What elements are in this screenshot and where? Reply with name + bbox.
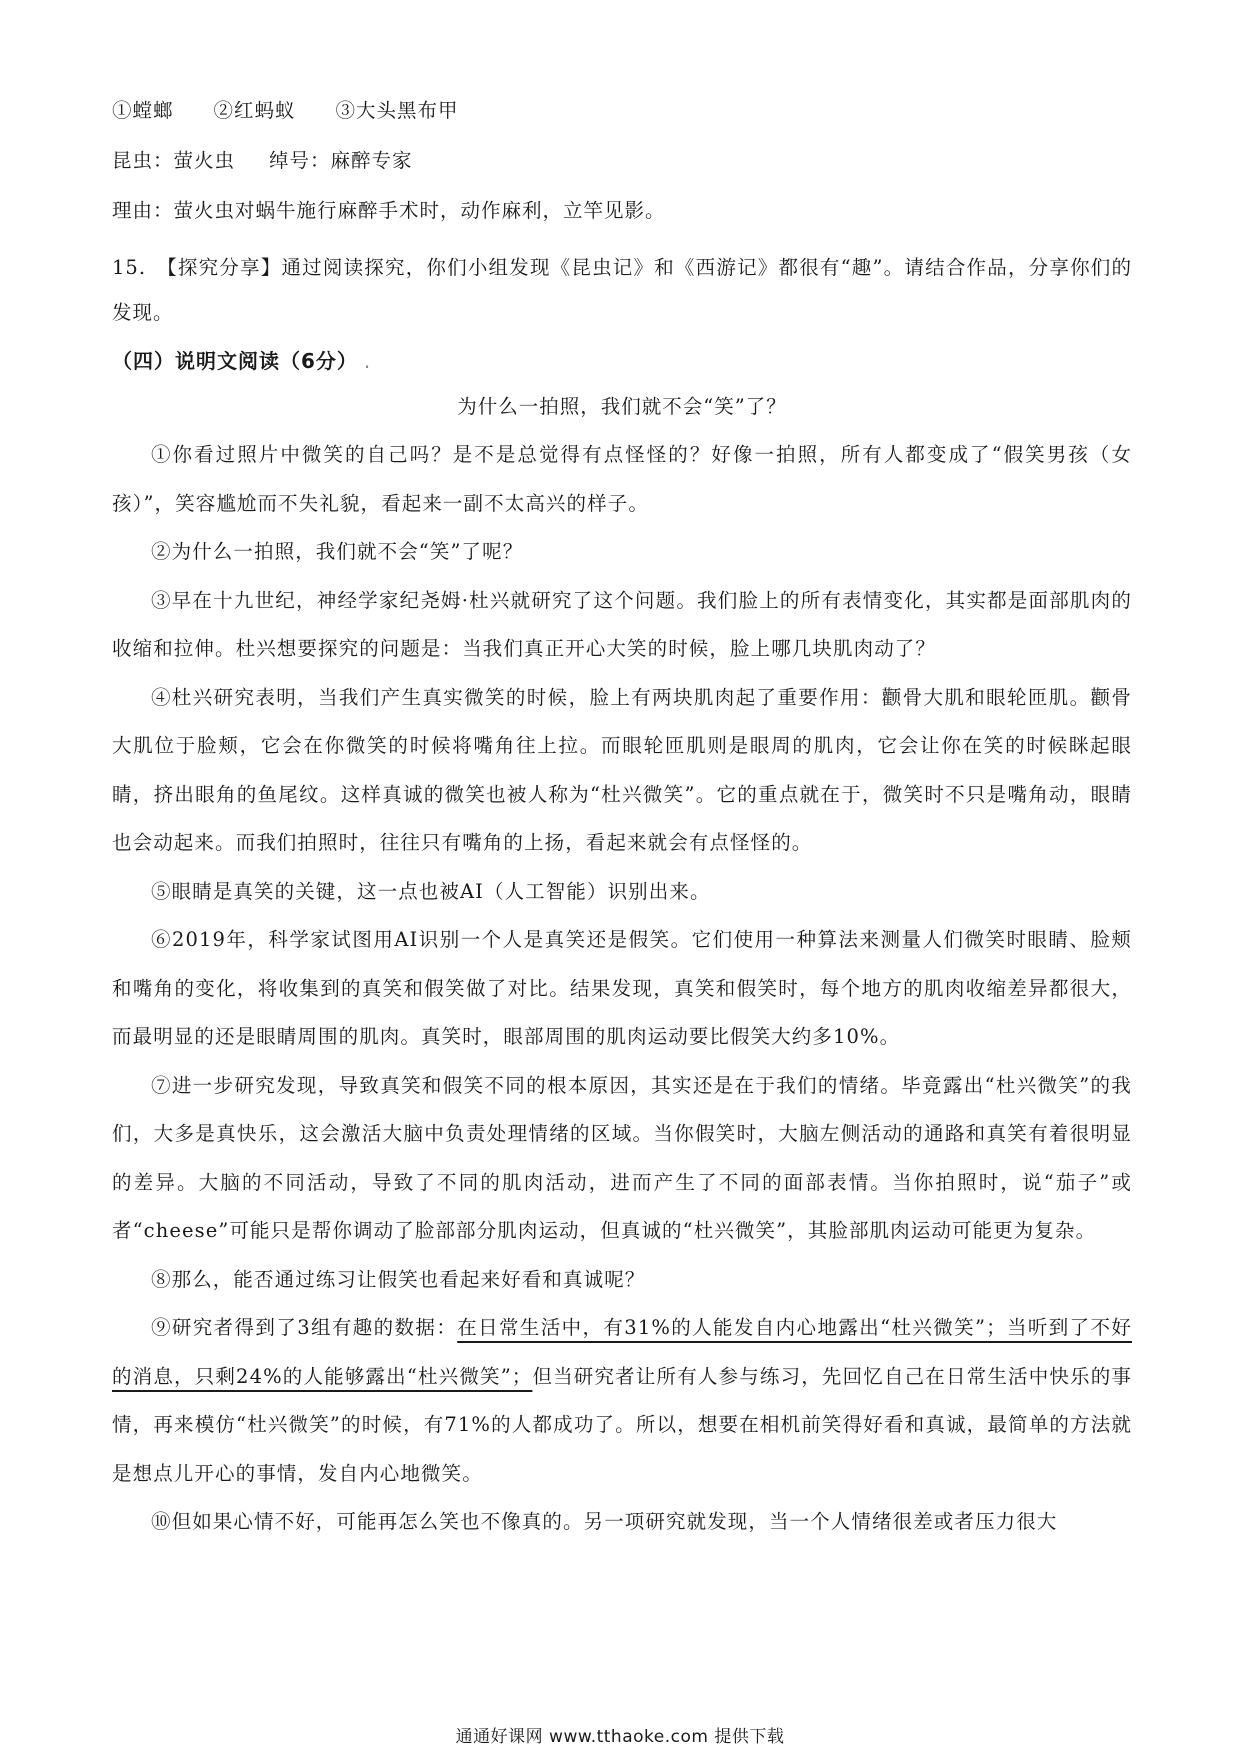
paragraph-9: [112, 1304, 1132, 1498]
paragraph-4: ④杜兴研究表明，当我们产生真实微笑的时候，脸上有两块肌肉起了重要作用：颧骨大肌和眼轮匝肌。颧骨大肌位于脸颊，它会在你微笑的时候将嘴角往上拉。而眼轮匝肌则是眼周的肌肉，它会让你在笑的时候眯起眼睛，挤出眼角的鱼尾纹。这样真诚的微笑也被人称为“杜兴微笑”。它的重点就在于，微笑时不只是嘴角动，眼睛也会动起来。而我们拍照时，往往只有嘴角的上扬，看起来就会有点怪怪的。: [112, 685, 1132, 854]
paragraph-10: ⑩但如果心情不好，可能再怎么笑也不像真的。另一项研究就发现，当一个人情绪很差或者压力很大: [151, 1510, 1058, 1533]
paragraph-5: ⑤眼睛是真笑的关键，这一点也被AI（人工智能）识别出来。: [151, 879, 711, 903]
document-page: [112, 95, 1132, 1547]
paragraph-6: ⑥2019年，科学家试图用AI识别一个人是真笑还是假笑。它们使用一种算法来测量人们微笑时眼睛、脸颊和嘴角的变化，将收集到的真笑和假笑做了对比。结果发现，真笑和假笑时，每个地方的肌肉收缩差异都很大，而最明显的还是眼睛周围的肌肉。真笑时，眼部周围的肌肉运动要比假笑大约多10%。: [112, 928, 1132, 1048]
section-title-text: （四）说明文阅读（6分）: [112, 349, 358, 373]
insect-label: 昆虫：萤火虫: [112, 149, 236, 172]
nickname-label: 绰号：麻醉专家: [269, 149, 413, 172]
paragraph-7: ⑦进一步研究发现，导致真笑和假笑不同的根本原因，其实还是在于我们的情绪。毕竟露出“杜兴微笑”的我们，大多是真快乐，这会激活大脑中负责处理情绪的区域。当你假笑时，大脑左侧活动的通路和真笑有着很明显的差异。大脑的不同活动，导致了不同的肌肉活动，进而产生了不同的面部表情。当你拍照时，说“茄子”或者“cheese”可能只是帮你调动了脸部部分肌肉运动，但真诚的“杜兴微笑”，其脸部肌肉运动可能更为复杂。: [112, 1073, 1132, 1242]
paragraph-1: ①你看过照片中微笑的自己吗？是不是总觉得有点怪怪的？好像一拍照，所有人都变成了“假笑男孩（女孩）”，笑容尴尬而不失礼貌，看起来一副不太高兴的样子。: [112, 443, 1132, 515]
paragraph-9-intro: ⑨研究者得到了3组有趣的数据：: [151, 1316, 458, 1339]
option-1: ①螳螂: [112, 99, 174, 122]
footer-watermark: 通通好课网 www.tthaoke.com 提供下载: [455, 1727, 785, 1747]
paragraph-3: ③早在十九世纪，神经学家纪尧姆·杜兴就研究了这个问题。我们脸上的所有表情变化，其实都是面部肌肉的收缩和拉伸。杜兴想要探究的问题是：当我们真正开心大笑的时候，脸上哪几块肌肉动了？: [112, 588, 1132, 660]
reason-line: 理由：萤火虫对蜗牛施行麻醉手术时，动作麻利，立竿见影。: [112, 199, 666, 222]
option-2: ②红蚂蚁: [213, 99, 296, 122]
article-title: 为什么一拍照，我们就不会“笑”了？: [457, 395, 787, 418]
answer-options-line: [112, 95, 1132, 127]
question-15: 15. 【探究分享】通过阅读探究，你们小组发现《昆虫记》和《西游记》都很有“趣”。请结合作品，分享你们的发现。: [112, 256, 1132, 324]
paragraph-9-rest: 但当研究者让所有人参与练习，先回忆自己在日常生活中快乐的事情，再来模仿“杜兴微笑”的时候，有71%的人都成功了。所以，想要在相机前笑得好看和真诚，最简单的方法就是想点儿开心的事情，发自内心地微笑。: [112, 1364, 1133, 1485]
option-3: ③大头黑布甲: [335, 99, 459, 122]
section-mark: .: [363, 349, 372, 373]
paragraph-2: ②为什么一拍照，我们就不会“笑”了呢？: [151, 540, 524, 563]
paragraph-8: ⑧那么，能否通过练习让假笑也看起来好看和真诚呢？: [151, 1267, 646, 1291]
insect-line: [112, 145, 1132, 177]
paragraph-9-underlined-data: 在日常生活中，有31%的人能发自内心地露出“杜兴微笑”；当听到了不好的消息，只剩24%的人能够露出“杜兴微笑”；: [112, 1316, 1132, 1388]
section-title: [112, 341, 1132, 381]
